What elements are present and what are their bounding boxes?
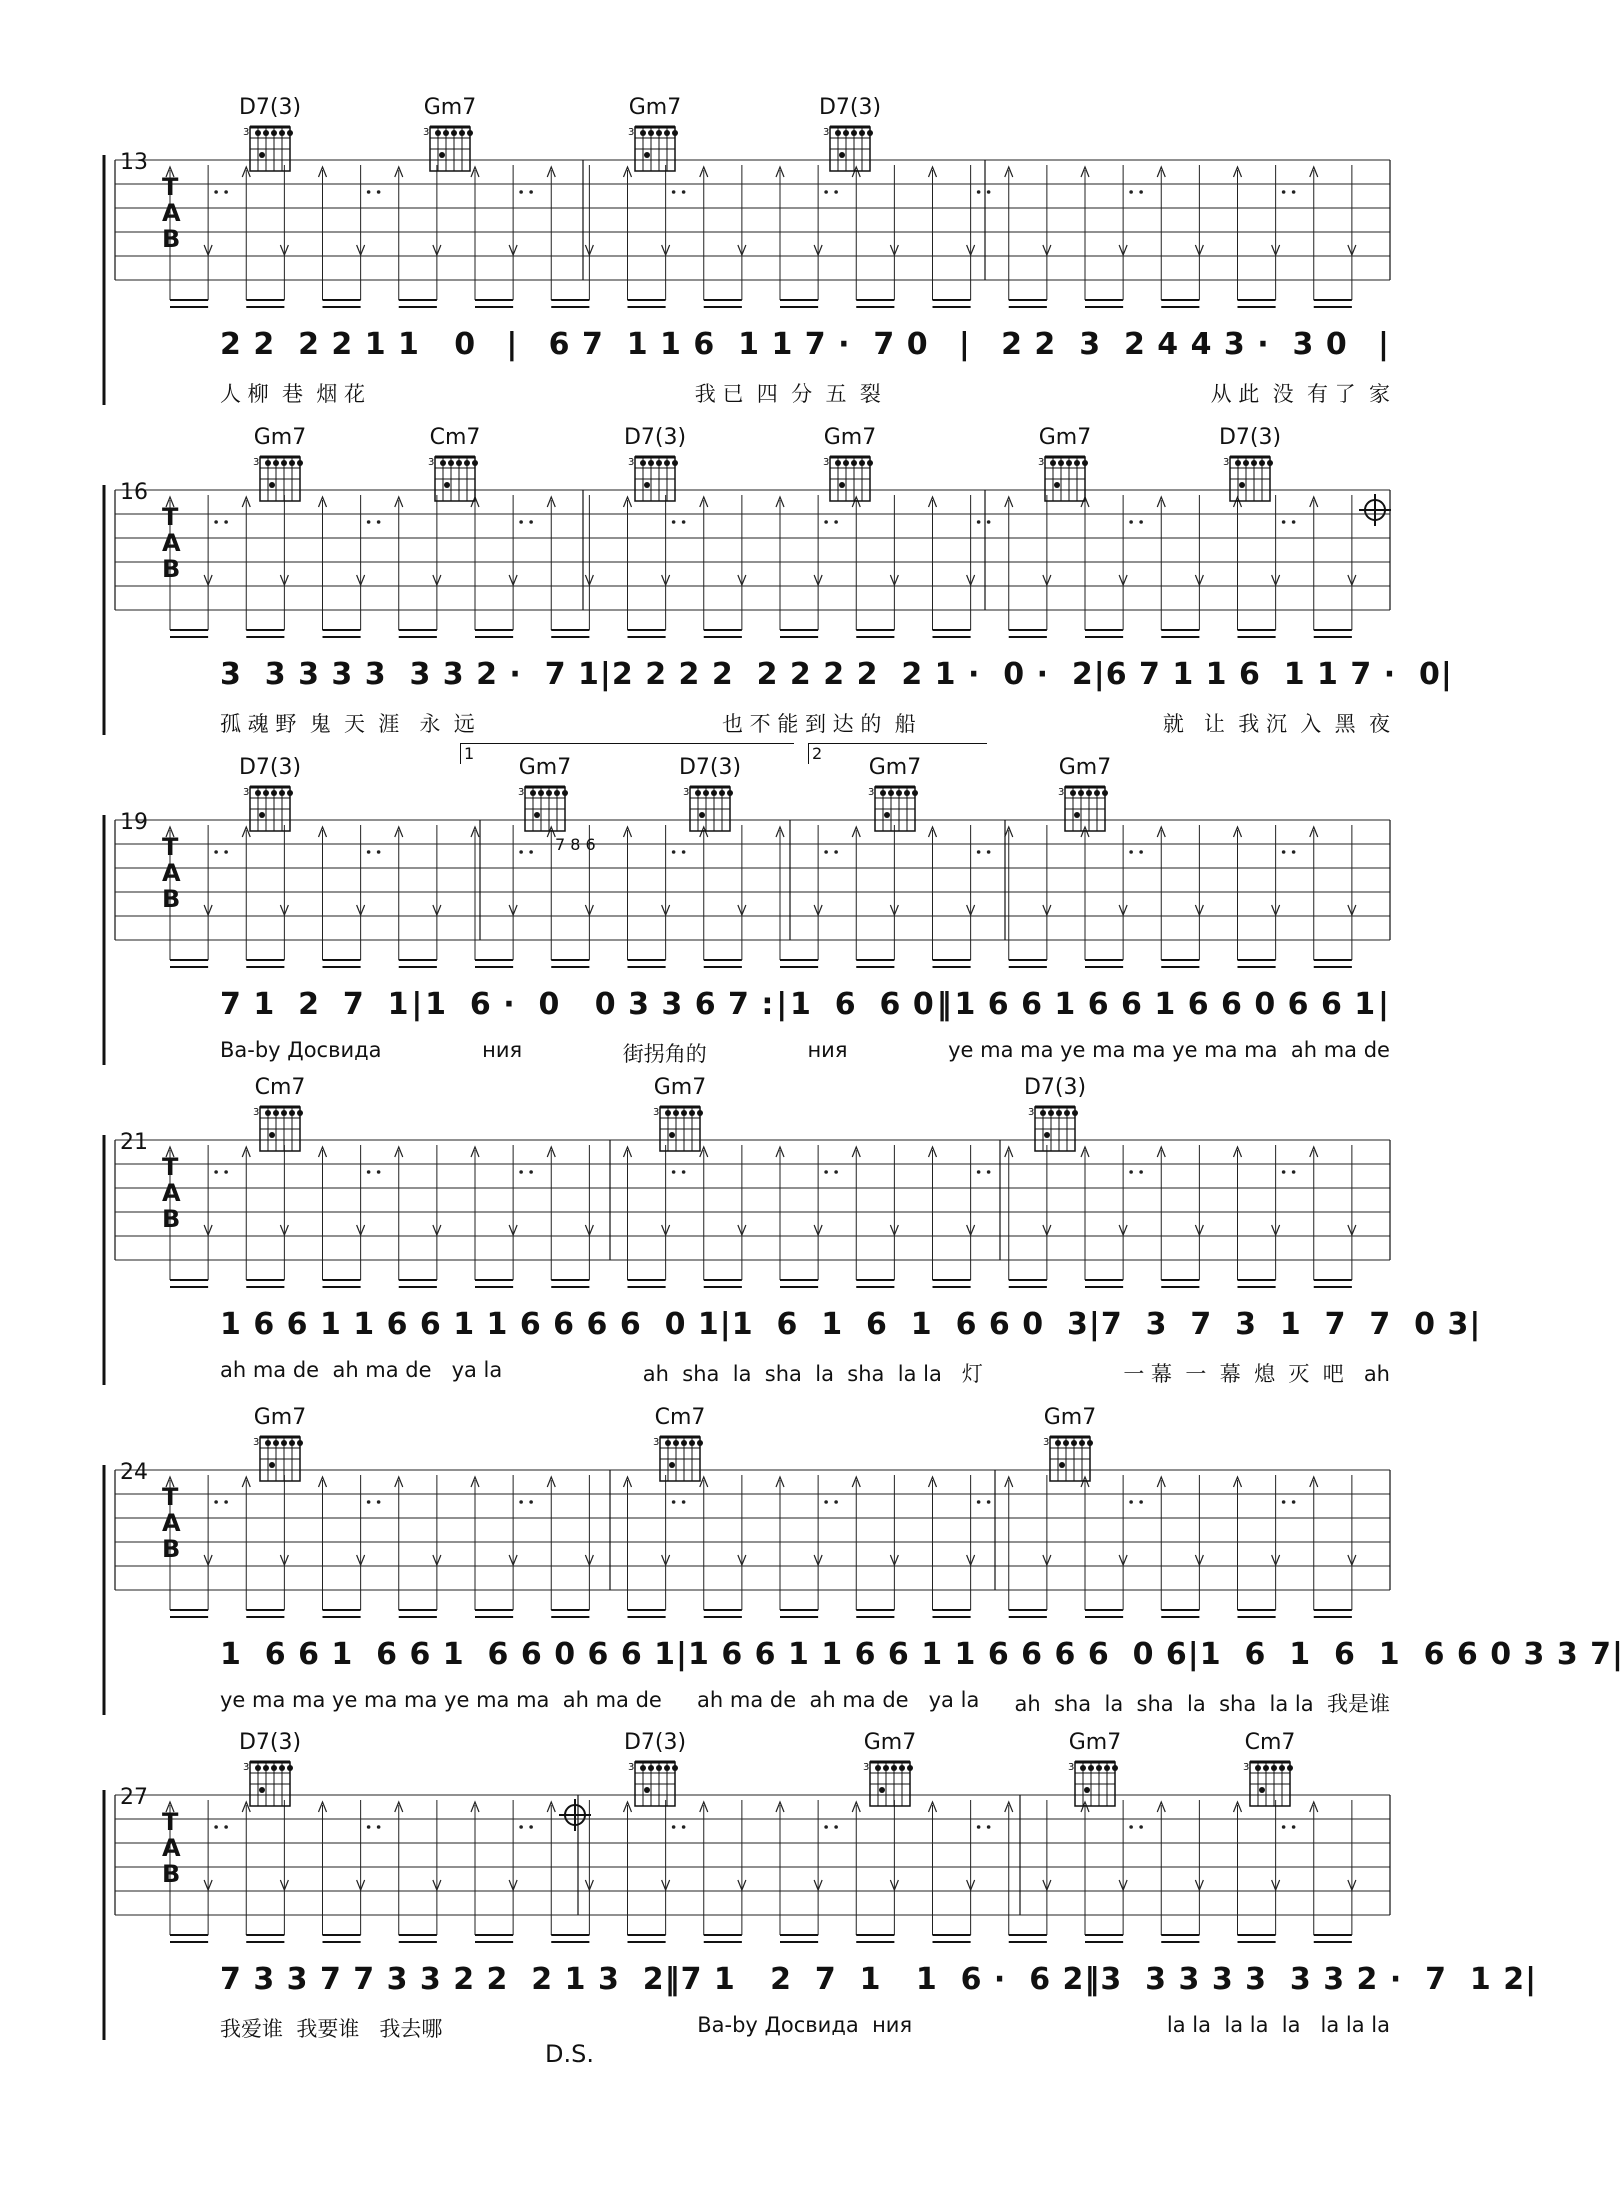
jianpu-notation [220,987,1390,1031]
notation-group: ‖ [664,1962,681,1997]
chord-name: D7(3) [818,95,882,120]
measure-number: 27 [120,1785,148,1810]
notation-group: 1 6 · 0 0 3 3 6 7 : [425,987,775,1022]
tab-clef-letter: B [162,1860,181,1888]
chord-grid-icon [1042,1433,1098,1485]
chord-name: Gm7 [1058,755,1112,780]
chord-name: Cm7 [1244,1730,1296,1755]
chord-diagram [835,1730,945,1810]
chord-name: Gm7 [823,425,877,450]
tab-clef-letter: B [162,225,181,253]
dal-segno-label: D.S. [545,2040,594,2068]
staff-system [0,1730,1538,2068]
chord-diagram [1030,755,1140,835]
chord-grid-icon [252,1433,308,1485]
svg-text:3: 3 [628,1762,635,1773]
chord-grid-icon [627,453,683,505]
lyrics-line [220,1688,1390,1718]
svg-text:3: 3 [518,787,525,798]
svg-text:3: 3 [863,1762,870,1773]
lyric-phrase: 也 不 能 到 达 的 船 [721,712,916,736]
chord-grid-icon [517,783,573,835]
tab-clef-letter: T [162,1808,179,1836]
chord-name: D7(3) [1218,425,1282,450]
coda-icon [558,1798,592,1832]
svg-text:3: 3 [1043,1437,1050,1448]
svg-text:3: 3 [1068,1762,1075,1773]
tab-clef-letter: B [162,1205,181,1233]
notation-group: | [1378,987,1390,1022]
notation-group: 7 3 7 3 1 7 7 0 3 [1100,1307,1470,1342]
staff-system [0,425,1500,755]
chord-grid-icon [1027,1103,1083,1155]
notation-group: 1 6 1 6 1 6 6 0 3 3 7 [1199,1637,1613,1672]
jianpu-notation [220,1637,1624,1681]
notation-group: 1 6 6 1 6 6 1 6 6 0 6 6 1 [220,1637,677,1672]
lyrics-line [220,2013,1390,2043]
tab-clef-letter: A [162,529,181,557]
lyric-phrase: 孤 魂 野 鬼 天 涯 永 远 [220,712,475,736]
chord-diagram [395,95,505,175]
tab-clef-letter: A [162,1834,181,1862]
lyric-phrase: Ba-by Досвида [220,1038,382,1062]
chord-diagram [655,755,765,835]
lyric-phrase: ah sha la sha la sha la la 我是谁 [1014,1692,1390,1716]
lyric-phrase: ah sha la sha la sha la la 灯 [642,1362,983,1386]
lyric-phrase: ния [807,1038,848,1062]
notation-group: | [1093,657,1106,692]
svg-text:3: 3 [653,1107,660,1118]
lyric-phrase: 一 幕 一 幕 熄 灭 吧 ah [1123,1362,1390,1386]
notation-group: | [676,1637,688,1672]
chord-diagram [215,755,325,835]
notation-group: 1 6 6 1 1 6 6 1 1 6 6 6 6 0 1 [220,1307,720,1342]
volta-bracket: 2 [808,743,987,764]
lyric-phrase: ye ma ma ye ma ma ye ma ma ah ma de [220,1688,662,1712]
lyrics-line [220,708,1390,738]
lyric-phrase: ye ma ma ye ma ma ye ma ma ah ma de [948,1038,1390,1062]
chord-name: Gm7 [1068,1730,1122,1755]
svg-text:3: 3 [823,127,830,138]
svg-text:3: 3 [253,1107,260,1118]
chord-diagram [225,425,335,505]
lyric-phrase: la la la la la la la la [1166,2013,1390,2037]
notation-group: 3 3 3 3 3 3 3 2 · 7 1 [220,657,600,692]
chord-name: Gm7 [518,755,572,780]
svg-text:3: 3 [253,1437,260,1448]
notation-group: 1 6 1 6 1 6 6 0 3 [731,1307,1089,1342]
notation-group: | [1088,1307,1101,1342]
chord-grid-icon [1037,453,1093,505]
chord-name: D7(3) [623,1730,687,1755]
chord-diagram [215,95,325,175]
notation-group: 2 2 3 2 4 4 3 · 3 0 [1001,327,1348,362]
chord-grid-icon [242,1758,298,1810]
lyric-phrase: ah ma de ah ma de ya la [697,1688,980,1712]
chord-grid-icon [1067,1758,1123,1810]
lyrics-line [220,378,1390,408]
tab-clef-letter: T [162,173,179,201]
svg-text:3: 3 [243,1762,250,1773]
chord-diagram [225,1075,335,1155]
tab-clef-letter: B [162,555,181,583]
lyrics-line [220,1038,1390,1068]
notation-group: 6 7 1 1 6 1 1 7 · 7 0 [548,327,929,362]
chord-name: Cm7 [254,1075,306,1100]
tab-clef-letter: T [162,1153,179,1181]
chord-name: D7(3) [238,1730,302,1755]
chord-grid-icon [422,123,478,175]
chord-grid-icon [627,1758,683,1810]
measure-number: 24 [120,1460,148,1485]
tab-clef-letter: A [162,1509,181,1537]
chord-grid-icon [862,1758,918,1810]
chord-name: Gm7 [1043,1405,1097,1430]
notation-group: 7 3 3 7 7 3 3 2 2 2 1 3 2 [220,1962,665,1997]
svg-text:3: 3 [823,457,830,468]
lyric-phrase: ния [482,1038,523,1062]
lyric-phrase: 我 已 四 分 五 裂 [694,382,881,406]
tab-clef-letter: T [162,833,179,861]
notation-group: 7 1 2 7 1 1 6 · 6 2 [680,1962,1085,1997]
notation-group: ‖ [936,987,953,1022]
jianpu-notation [220,1307,1482,1351]
chord-grid-icon [627,123,683,175]
chord-grid-icon [427,453,483,505]
notation-group: ‖ [1084,1962,1101,1997]
chord-grid-icon [242,783,298,835]
chord-name: Cm7 [654,1405,706,1430]
lyric-phrase: 就 让 我 沉 入 黑 夜 [1162,712,1390,736]
notation-group: | [1469,1307,1482,1342]
svg-text:3: 3 [628,457,635,468]
measure-number: 21 [120,1130,148,1155]
notation-group: | [719,1307,732,1342]
chord-diagram [600,425,710,505]
notation-group: 1 6 6 0 [790,987,935,1022]
notation-group: 1 6 6 1 6 6 1 6 6 0 6 6 1 [954,987,1377,1022]
svg-text:3: 3 [1038,457,1045,468]
chord-grid-icon [1222,453,1278,505]
notation-group: 3 3 3 3 3 3 3 2 · 7 1 2 [1100,1962,1526,1997]
notation-group: | [1440,657,1453,692]
chord-name: Cm7 [429,425,481,450]
chord-diagram [625,1405,735,1485]
chord-diagram [625,1075,735,1155]
measure-number: 16 [120,480,148,505]
tab-clef-letter: B [162,1535,181,1563]
chord-name: D7(3) [623,425,687,450]
lyric-phrase: 人 柳 巷 烟 花 [220,382,366,406]
svg-text:3: 3 [868,787,875,798]
staff-system [0,95,1500,425]
svg-text:3: 3 [1028,1107,1035,1118]
chord-diagram [490,755,600,835]
chord-diagram [600,95,710,175]
chord-diagram [1015,1405,1125,1485]
notation-group: 2 2 2 2 1 1 0 [220,327,477,362]
svg-text:3: 3 [1243,1762,1250,1773]
volta-bracket: 1 [460,743,794,764]
staff-system [0,744,1500,1085]
chord-name: Gm7 [253,1405,307,1430]
chord-grid-icon [682,783,738,835]
notation-group: 2 2 2 2 2 2 2 2 2 1 · 0 · 2 [611,657,1094,692]
tab-clef-letter: A [162,1179,181,1207]
svg-text:3: 3 [428,457,435,468]
svg-text:3: 3 [628,127,635,138]
measure-number: 13 [120,150,148,175]
chord-name: D7(3) [238,755,302,780]
tab-clef-letter: A [162,859,181,887]
chord-grid-icon [252,1103,308,1155]
lyrics-line [220,1358,1390,1388]
chord-name: Gm7 [423,95,477,120]
chord-name: Gm7 [253,425,307,450]
notation-group: | [599,657,612,692]
chord-grid-icon [1057,783,1113,835]
notation-group: | [1612,1637,1624,1672]
tab-clef-letter: T [162,503,179,531]
chord-grid-icon [242,123,298,175]
chord-grid-icon [1242,1758,1298,1810]
chord-diagram [1010,425,1120,505]
notation-group: 7 1 2 7 1 [220,987,410,1022]
chord-diagram [795,95,905,175]
chord-diagram [840,755,950,835]
chord-diagram [215,1730,325,1810]
chord-grid-icon [652,1103,708,1155]
tab-fingering-text: 7 8 6 [555,835,596,854]
chord-name: D7(3) [1023,1075,1087,1100]
jianpu-notation [220,657,1453,701]
notation-group: 6 7 1 1 6 1 1 7 · 0 [1105,657,1441,692]
notation-group: | [506,327,519,362]
chord-diagram [1000,1075,1110,1155]
chord-diagram [1040,1730,1150,1810]
lyric-phrase: 我爱谁 我要谁 我去哪 [220,2017,443,2041]
notation-group: 1 6 6 1 1 6 6 1 1 6 6 6 6 0 6 [688,1637,1188,1672]
chord-name: D7(3) [238,95,302,120]
chord-diagram [225,1405,335,1485]
chord-grid-icon [252,453,308,505]
chord-diagram [795,425,905,505]
measure-number: 19 [120,810,148,835]
svg-text:3: 3 [253,457,260,468]
svg-text:3: 3 [653,1437,660,1448]
chord-grid-icon [652,1433,708,1485]
lyric-phrase: 街拐角的 [622,1042,707,1066]
staff-system [0,1405,1624,1735]
tab-clef-letter: T [162,1483,179,1511]
svg-text:3: 3 [1058,787,1065,798]
jianpu-notation [220,1962,1538,2006]
jianpu-notation [220,327,1390,371]
notation-group: | [411,987,424,1022]
svg-text:3: 3 [243,127,250,138]
svg-text:3: 3 [1223,457,1230,468]
chord-name: D7(3) [678,755,742,780]
notation-group: | [1525,1962,1538,1997]
chord-diagram [1215,1730,1325,1810]
chord-name: Gm7 [628,95,682,120]
chord-grid-icon [822,453,878,505]
chord-name: Gm7 [1038,425,1092,450]
chord-grid-icon [822,123,878,175]
chord-name: Gm7 [863,1730,917,1755]
notation-group: | [1187,1637,1200,1672]
svg-text:3: 3 [683,787,690,798]
svg-text:3: 3 [423,127,430,138]
svg-text:3: 3 [243,787,250,798]
lyric-phrase: ah ma de ah ma de ya la [220,1358,503,1382]
chord-grid-icon [867,783,923,835]
staff-system [0,1075,1500,1405]
chord-name: Gm7 [868,755,922,780]
chord-diagram [600,1730,710,1810]
notation-group: | [776,987,789,1022]
lyric-phrase: 从 此 没 有 了 家 [1210,382,1390,406]
lyric-phrase: Ba-by Досвида ния [697,2013,913,2037]
tab-clef-letter: A [162,199,181,227]
tab-clef-letter: B [162,885,181,913]
chord-diagram [400,425,510,505]
chord-diagram [1195,425,1305,505]
notation-group: | [958,327,971,362]
notation-group: | [1378,327,1390,362]
chord-name: Gm7 [653,1075,707,1100]
coda-icon [1358,493,1392,527]
